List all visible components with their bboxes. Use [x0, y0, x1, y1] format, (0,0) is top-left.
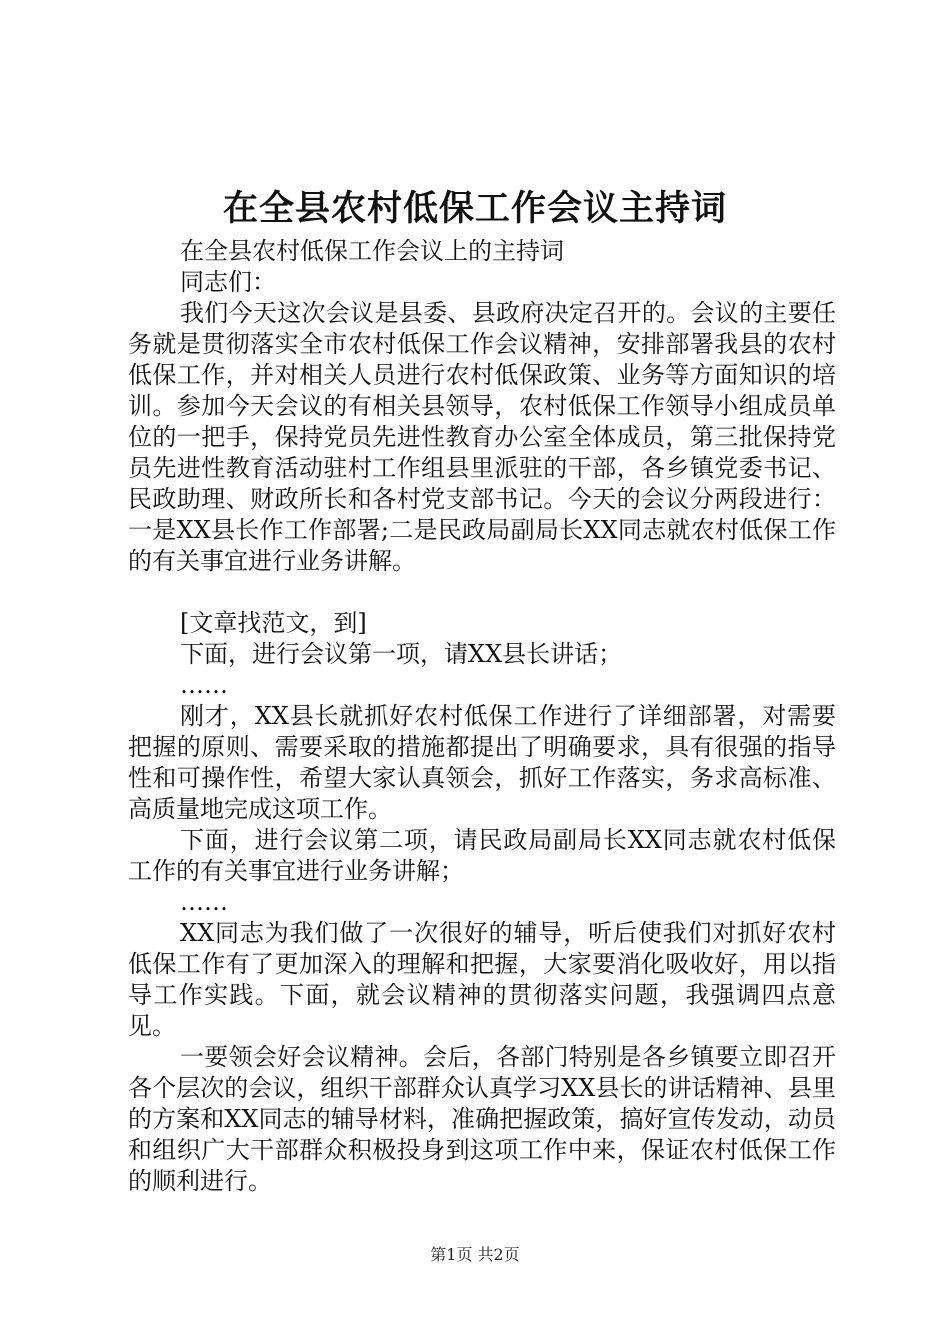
agenda-item-paragraph: 下面，进行会议第二项，请民政局副局长XX同志就农村低保工作的有关事宜进行业务讲解； — [128, 826, 836, 885]
document-title: 在全县农村低保工作会议主持词 — [222, 189, 727, 229]
blank-line — [128, 577, 836, 608]
bracket-note-paragraph: [文章找范文，到] — [180, 609, 367, 637]
page-number-footer: 第1页 共2页 — [430, 1245, 520, 1264]
subtitle-paragraph: 在全县农村低保工作会议上的主持词 — [180, 237, 564, 265]
salutation-paragraph: 同志们： — [180, 268, 276, 296]
ellipsis-paragraph: …… — [180, 888, 228, 916]
body-paragraph: 我们今天这次会议是县委、县政府决定召开的。会议的主要任务就是贯彻落实全市农村低保工作会议精神，安排部署我县的农村低保工作，并对相关人员进行农村低保政策、业务等方面知识的培训。参加今天会议的有相关县领导，农村低保工作领导小组成员单位的一把手，保持党员先进性教育办公室全体成员，第三批保持党员先进性教育活动驻村工作组县里派驻的干部，各乡镇党委书记、民政助理、财政所长和各村党支部书记。今天的会议分两段进行：一是XX县长作工作部署;二是民政局副局长XX同志就农村低保工作的有关事宜进行业务讲解。 — [128, 299, 836, 575]
ellipsis-paragraph: …… — [180, 671, 228, 699]
document-body — [128, 236, 836, 1197]
body-paragraph: XX同志为我们做了一次很好的辅导，听后使我们对抓好农村低保工作有了更加深入的理解和把握，大家要消化吸收好，用以指导工作实践。下面，就会议精神的贯彻落实问题，我强调四点意见。 — [128, 919, 836, 1040]
body-paragraph: 一要领会好会议精神。会后，各部门特别是各乡镇要立即召开各个层次的会议，组织干部群众认真学习XX县长的讲话精神、县里的方案和XX同志的辅导材料，准确把握政策，搞好宣传发动，动员和组织广大干部群众积极投身到这项工作中来，保证农村低保工作的顺利进行。 — [128, 1043, 836, 1195]
agenda-item-paragraph: 下面，进行会议第一项，请XX县长讲话； — [180, 640, 623, 668]
body-paragraph: 刚才，XX县长就抓好农村低保工作进行了详细部署，对需要把握的原则、需要采取的措施都提出了明确要求，具有很强的指导性和可操作性，希望大家认真领会，抓好工作落实，务求高标准、高质量地完成这项工作。 — [128, 702, 836, 823]
